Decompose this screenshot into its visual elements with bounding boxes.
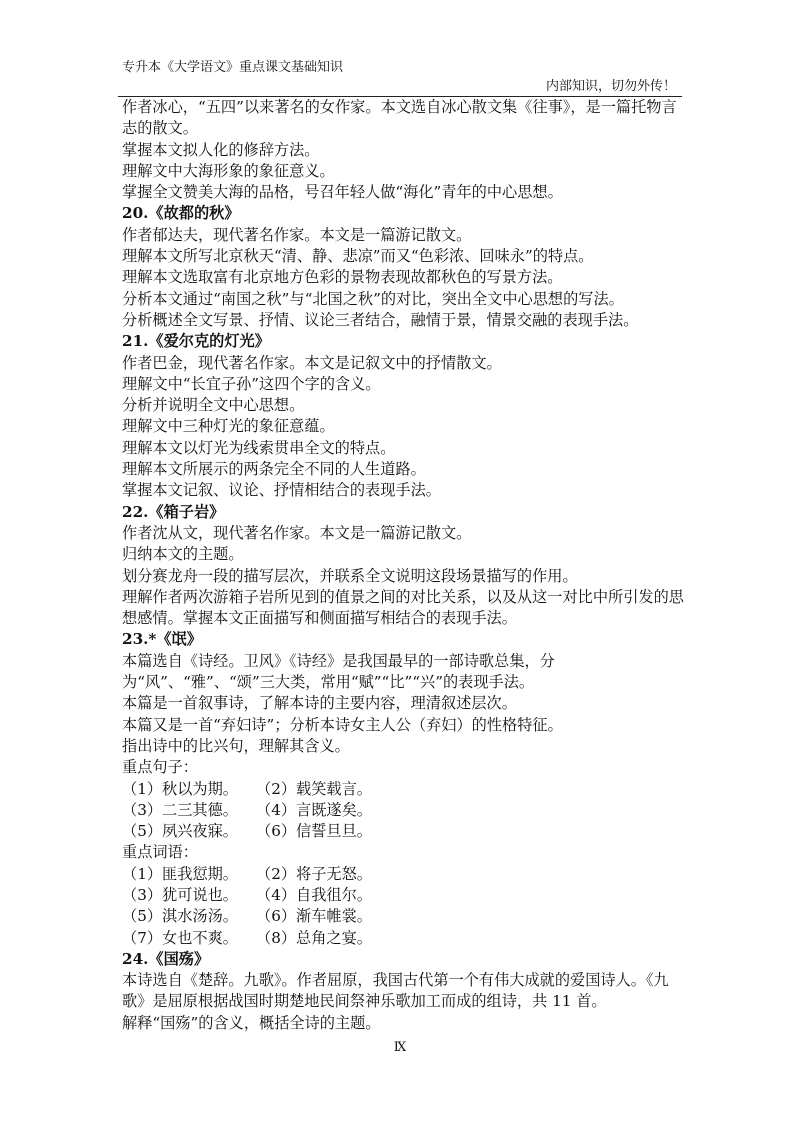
key-word: （5）淇水汤汤。 [122, 907, 238, 926]
key-word: （4）自我徂尔。 [256, 885, 372, 904]
key-words-label: 重点词语： [122, 843, 198, 862]
page-body [122, 97, 690, 1034]
key-word-row [122, 864, 690, 885]
key-sentence: （5）夙兴夜寐。 [122, 822, 238, 841]
key-sentence: （6）信誓旦旦。 [256, 822, 372, 841]
key-word-row [122, 906, 690, 927]
key-word: （3）犹可说也。 [122, 885, 238, 904]
key-word: （8）总角之宴。 [256, 928, 372, 947]
key-sentence: （2）载笑载言。 [256, 779, 372, 798]
paragraph: 本诗选自《楚辞。九歌》。作者屈原，我国古代第一个有伟大成就的爱国诗人。《九歌》是屈原根据战国时期楚地民间祭神乐歌加工而成的组诗，共 11 首。 [122, 971, 669, 1011]
paragraph: 理解本文所写北京秋天“清、静、悲凉”而又“色彩浓、回味永”的特点。 [122, 247, 594, 266]
key-word: （7）女也不爽。 [122, 928, 238, 947]
paragraph: 本篇是一首叙事诗，了解本诗的主要内容，理清叙述层次。 [122, 694, 517, 713]
section-heading: 22.《箱子岩》 [122, 502, 225, 521]
key-word: （1）匪我愆期。 [122, 864, 238, 883]
paragraph: 理解本文以灯光为线索贯串全文的特点。 [122, 438, 396, 457]
paragraph: 作者冰心，“五四”以来著名的女作家。本文选自冰心散文集《往事》，是一篇托物言志的散文。 [122, 98, 677, 138]
paragraph: 掌握本文拟人化的修辞方法。 [122, 140, 320, 159]
paragraph: 掌握全文赞美大海的品格，号召年轻人做“海化”青年的中心思想。 [122, 183, 563, 202]
key-sentences-label: 重点句子： [122, 758, 198, 777]
paragraph: 理解本文所展示的两条完全不同的人生道路。 [122, 460, 426, 479]
paragraph: 作者郁达夫，现代著名作家。本文是一篇游记散文。 [122, 225, 472, 244]
key-word: （6）渐车帷裳。 [256, 907, 372, 926]
section-heading: 20.《故都的秋》 [122, 204, 240, 223]
paragraph: 解释“国殇”的含义，概括全诗的主题。 [122, 1013, 381, 1032]
paragraph: 理解文中“长宜子孙”这四个字的含义。 [122, 374, 381, 393]
paragraph: 理解文中三种灯光的象征意蕴。 [122, 417, 335, 436]
key-sentence: （4）言既遂矣。 [256, 800, 372, 819]
header-title: 专升本《大学语文》重点课文基础知识 [122, 60, 344, 75]
key-word-row [122, 885, 690, 906]
paragraph: 分析概述全文写景、抒情、议论三者结合，融情于景，情景交融的表现手法。 [122, 310, 639, 329]
key-word-row [122, 928, 690, 949]
page-number: Ⅸ [393, 1040, 407, 1055]
paragraph: 理解作者两次游箱子岩所见到的值景之间的对比关系，以及从这一对比中所引发的思想感情。掌握本文正面描写和侧面描写相结合的表现手法。 [122, 587, 684, 628]
paragraph: 理解本文选取富有北京地方色彩的景物表现故都秋色的写景方法。 [122, 268, 563, 287]
paragraph: 本篇选自《诗经。卫风》《诗经》是我国最早的一部诗歌总集，分为“风”、“雅”、“颂”三大类，常用“赋”“比”“兴”的表现手法。 [122, 651, 555, 692]
paragraph: 归纳本文的主题。 [122, 545, 244, 564]
paragraph: 理解文中大海形象的象征意义。 [122, 161, 335, 180]
paragraph: 作者沈从文，现代著名作家。本文是一篇游记散文。 [122, 523, 472, 542]
section-heading: 21.《爱尔克的灯光》 [122, 332, 270, 351]
paragraph: 分析本文通过“南国之秋”与“北国之秋”的对比，突出全文中心思想的写法。 [122, 289, 624, 308]
header-notice: 内部知识，切勿外传！ [545, 79, 676, 94]
paragraph: 本篇又是一首“弃妇诗”；分析本诗女主人公（弃妇）的性格特征。 [122, 715, 563, 734]
key-sentence-row [122, 800, 690, 821]
paragraph: 作者巴金，现代著名作家。本文是记叙文中的抒情散文。 [122, 353, 502, 372]
key-word: （2）将子无怒。 [256, 864, 372, 883]
key-sentence-row [122, 779, 690, 800]
key-sentence: （1）秋以为期。 [122, 779, 238, 798]
section-heading: 23.*《氓》 [122, 630, 202, 649]
key-sentence: （3）二三其德。 [122, 800, 238, 819]
section-heading: 24.《国殇》 [122, 949, 210, 968]
paragraph: 划分赛龙舟一段的描写层次，并联系全文说明这段场景描写的作用。 [122, 566, 578, 585]
paragraph: 分析并说明全文中心思想。 [122, 396, 305, 415]
key-sentence-row [122, 821, 690, 842]
paragraph: 掌握本文记叙、议论、抒情相结合的表现手法。 [122, 481, 441, 500]
paragraph: 指出诗中的比兴句，理解其含义。 [122, 736, 350, 755]
